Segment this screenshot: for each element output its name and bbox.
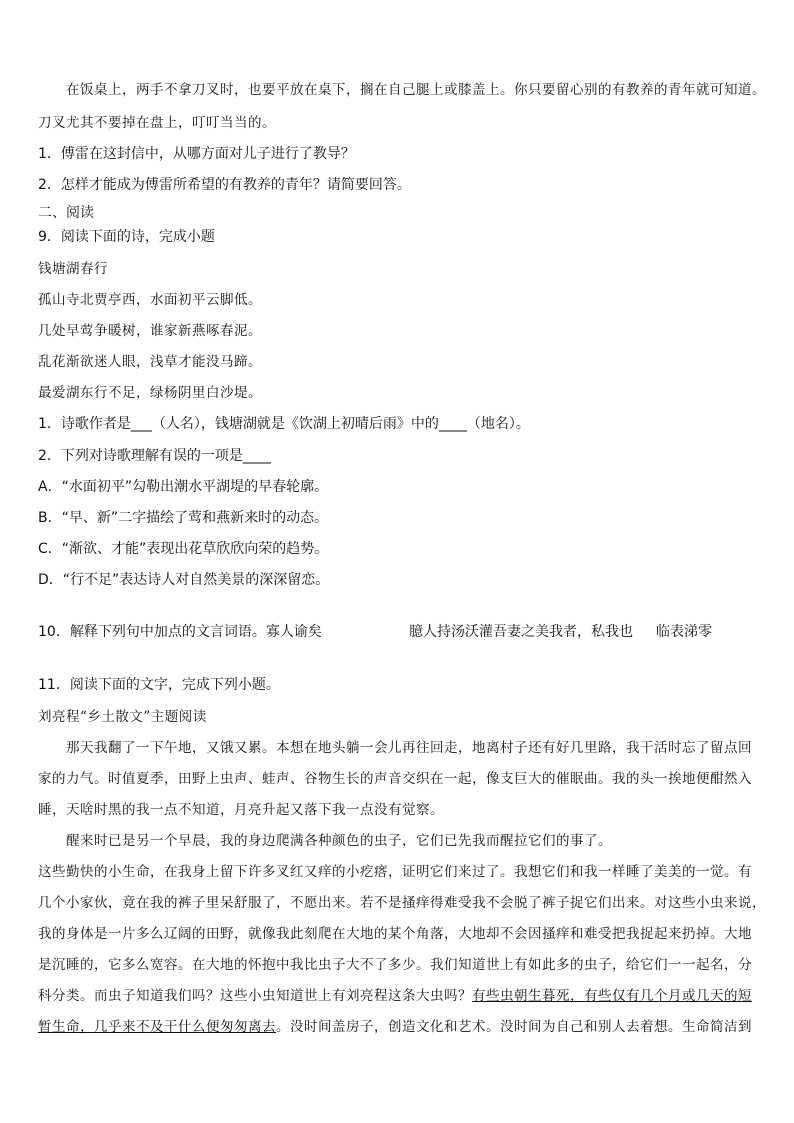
poem-line: 几处早莺争暖树，谁家新燕啄春泥。 [38, 323, 262, 339]
q10-item3: 临表涕零 [656, 624, 712, 640]
paragraph-text: 。没时间盖房子，创造文化和艺术。没时间为自己和别人去着想。生命简洁到 [276, 1019, 752, 1035]
section-heading: 二、阅读 [38, 205, 94, 221]
option-a: A．“水面初平”勾勒出潮水平湖堤的早春轮廓。 [38, 479, 329, 495]
paragraph-line-mixed [38, 986, 752, 1006]
option-d: D．“行不足”表达诗人对自然美景的深深留恋。 [38, 572, 330, 588]
q9-prompt: 9．阅读下面的诗，完成小题 [38, 229, 215, 245]
paragraph-line-mixed [38, 1017, 752, 1037]
q9-sub2: 2．下列对诗歌理解有误的一项是____ [38, 448, 271, 464]
poem-title: 钱塘湖春行 [38, 261, 108, 277]
q10-item2: 臆人持汤沃灌吾妻之美我者，私我也 [409, 624, 633, 640]
q10-prompt: 10．解释下列句中加点的文言词语。寡人谕矣 [38, 624, 322, 640]
passage1-line2: 刀叉尤其不要掉在盘上，叮叮当当的。 [38, 115, 276, 131]
paragraph-line: 我的身体是一片多么辽阔的田野，就像我此刻爬在大地的某个角落，大地却不会因搔痒和难受把我捉起来扔掉。大地 [38, 926, 752, 942]
poem-line: 乱花渐欲迷人眼，浅草才能没马蹄。 [38, 354, 262, 370]
q8-sub1: 1．傅雷在这封信中，从哪方面对儿子进行了教导？ [38, 146, 355, 162]
poem-line: 最爱湖东行不足，绿杨阴里白沙堤。 [38, 385, 262, 401]
poem-line: 孤山寺北贾亭西，水面初平云脚低。 [38, 292, 262, 308]
paragraph-line: 那天我翻了一下午地，又饿又累。本想在地头躺一会儿再往回走，地离村子还有好几里路，我干活时忘了留点回 [66, 740, 752, 756]
paragraph-line: 这些勤快的小生命，在我身上留下许多叉红又痒的小疙瘩，证明它们来过了。我想它们和我一样睡了美美的一觉。有 [38, 864, 752, 880]
paragraph-line: 醒来时已是另一个早晨，我的身边爬满各种颜色的虫子，它们已先我而醒拉它们的事了。 [66, 833, 612, 849]
q11-prompt: 11．阅读下面的文字，完成下列小题。 [38, 677, 280, 693]
paragraph-line: 是沉睡的，它多么宽容。在大地的怀抱中我比虫子大不了多少。我们知道世上有如此多的虫子，给它们一一起名，分 [38, 957, 752, 973]
underlined-sentence: 有些虫朝生暮死，有些仅有几个月或几天的短 [472, 988, 752, 1004]
q8-sub2: 2．怎样才能成为傅雷所希望的有教养的青年？请简要回答。 [38, 177, 411, 193]
paragraph-text: 科分类。而虫子知道我们吗？这些小虫知道世上有刘亮程这条大虫吗？ [38, 988, 472, 1004]
option-c: C．“渐欲、才能”表现出花草欣欣向荣的趋势。 [38, 541, 329, 557]
paragraph-line: 睡，天啥时黑的我一点不知道，月亮升起又落下我一点没有觉察。 [38, 802, 444, 818]
option-b: B．“早、新”二字描绘了莺和燕新来时的动态。 [38, 510, 329, 526]
passage1-line1: 在饭桌上，两手不拿刀叉时，也要平放在桌下，搁在自己腿上或膝盖上。你只要留心别的有教养的青年就可知道。 [66, 82, 766, 98]
paragraph-line: 几个小家伙，竟在我的裤子里呆舒服了，不愿出来。若不是搔痒得难受我不会脱了裤子捉它们出来。对这些小虫来说， [38, 895, 766, 911]
q9-sub1: 1．诗歌作者是___（人名），钱塘湖就是《饮湖上初晴后雨》中的____（地名）。 [38, 416, 530, 432]
q11-subtitle: 刘亮程“乡土散文”主题阅读 [38, 709, 207, 725]
underlined-sentence: 暂生命，几乎来不及干什么便匆匆离去 [38, 1019, 276, 1035]
paragraph-line: 家的力气。时值夏季，田野上虫声、蛙声、谷物生长的声音交织在一起，像支巨大的催眠曲。我的头一挨地便酣然入 [38, 771, 752, 787]
